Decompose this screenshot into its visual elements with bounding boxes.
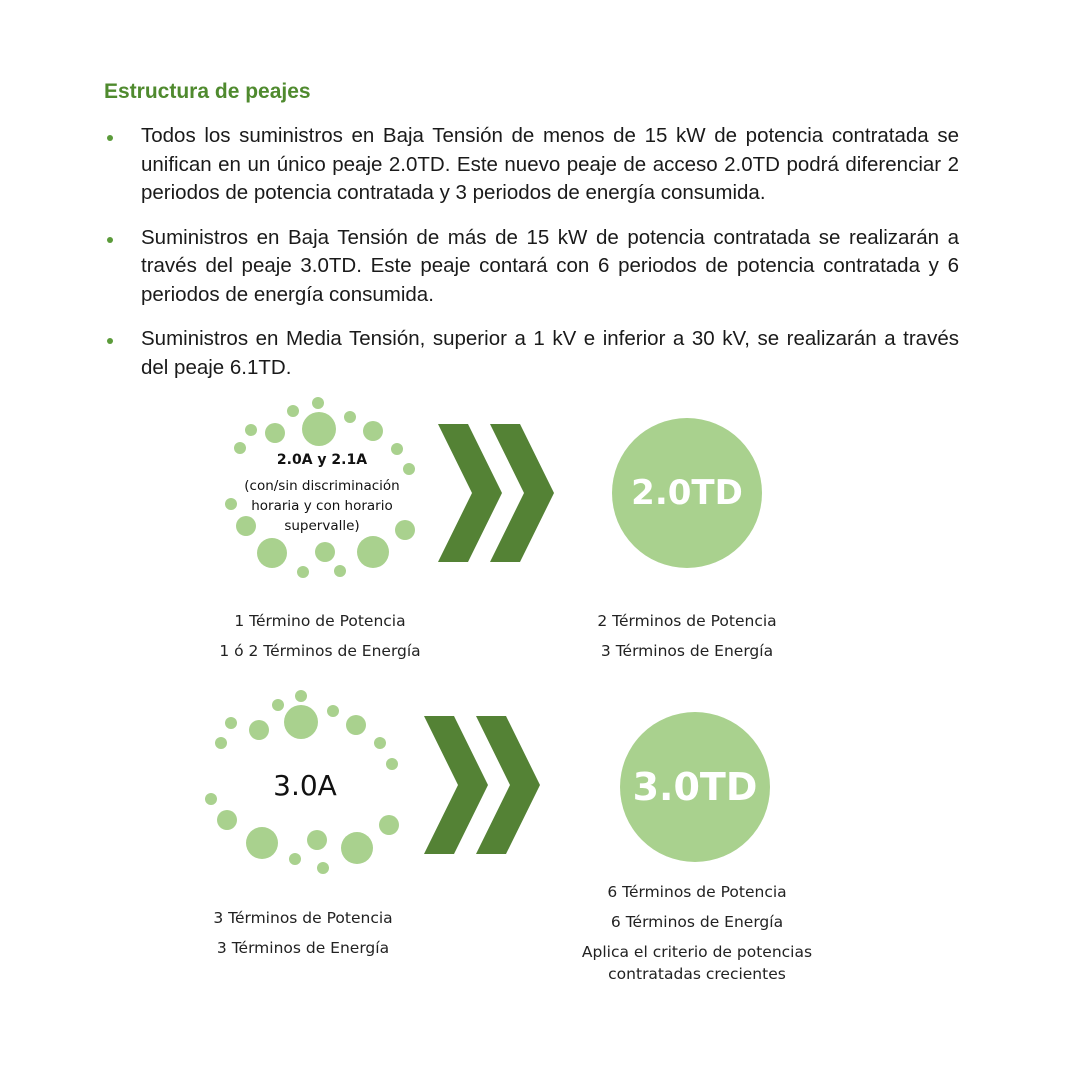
bubble-decoration bbox=[327, 705, 339, 717]
bullet-list bbox=[104, 122, 959, 398]
double-chevron-right-icon bbox=[438, 424, 558, 562]
bubble-decoration bbox=[225, 717, 237, 729]
bubble-decoration bbox=[315, 542, 335, 562]
bubble-decoration bbox=[249, 720, 269, 740]
bubble-decoration bbox=[341, 832, 373, 864]
bubble-decoration bbox=[246, 827, 278, 859]
caption-line: 3 Términos de Energía bbox=[600, 642, 774, 660]
bullet-text: Suministros en Baja Tensión de más de 15 kW de potencia contratada se realizarán a través del peaje 3.0TD. Este peaje contará con 6 periodos de potencia contratada y 6 periodos de energía consumida. bbox=[141, 225, 959, 306]
bubble-decoration bbox=[257, 538, 287, 568]
caption-line: 3 Términos de Potencia bbox=[213, 909, 393, 927]
bubble-decoration bbox=[284, 705, 318, 739]
new-tariff-caption-1 bbox=[537, 606, 837, 666]
bubble-decoration bbox=[272, 699, 284, 711]
old-tariff-caption-2 bbox=[153, 903, 453, 963]
new-tariff-caption-2 bbox=[547, 877, 847, 985]
bubble-decoration bbox=[374, 737, 386, 749]
bubble-decoration bbox=[386, 758, 398, 770]
caption-line: 1 ó 2 Términos de Energía bbox=[219, 642, 421, 660]
bubble-decoration bbox=[265, 423, 285, 443]
caption-line: 3 Términos de Energía bbox=[216, 939, 390, 957]
old-tariff-label-2: 3.0A bbox=[273, 769, 337, 802]
bubble-decoration bbox=[205, 793, 217, 805]
bubble-decoration bbox=[344, 411, 356, 423]
bullet-item bbox=[104, 325, 959, 382]
bubble-decoration bbox=[307, 830, 327, 850]
bubble-decoration bbox=[346, 715, 366, 735]
bubble-decoration bbox=[302, 412, 336, 446]
bullet-dot-icon bbox=[107, 135, 113, 141]
caption-line: 1 Término de Potencia bbox=[234, 612, 406, 630]
double-chevron-right-icon bbox=[424, 716, 544, 854]
bubble-decoration bbox=[245, 424, 257, 436]
new-tariff-circle-1 bbox=[612, 418, 762, 568]
old-tariff-sub-line: (con/sin discriminación bbox=[244, 478, 400, 494]
old-tariff-caption-1 bbox=[170, 606, 470, 666]
bubble-decoration bbox=[215, 737, 227, 749]
caption-line: 2 Términos de Potencia bbox=[597, 612, 777, 630]
bullet-dot-icon bbox=[107, 237, 113, 243]
new-tariff-label: 2.0TD bbox=[631, 473, 743, 513]
old-tariff-label-1 bbox=[222, 450, 422, 536]
bullet-item bbox=[104, 224, 959, 310]
bubble-decoration bbox=[217, 810, 237, 830]
bubble-decoration bbox=[289, 853, 301, 865]
bullet-item bbox=[104, 122, 959, 208]
bubble-decoration bbox=[312, 397, 324, 409]
new-tariff-circle-2 bbox=[620, 712, 770, 862]
bubble-decoration bbox=[357, 536, 389, 568]
bullet-text: Todos los suministros en Baja Tensión de menos de 15 kW de potencia contratada se unifican en un único peaje 2.0TD. Este nuevo peaje de acceso 2.0TD podrá diferenciar 2 periodos de potencia contratada y 3 periodos de energía consumida. bbox=[141, 124, 959, 204]
bubble-decoration bbox=[363, 421, 383, 441]
bubble-decoration bbox=[334, 565, 346, 577]
section-title: Estructura de peajes bbox=[104, 80, 311, 103]
caption-line: 6 Términos de Energía bbox=[610, 913, 784, 931]
caption-line: contratadas crecientes bbox=[608, 965, 786, 983]
old-tariff-sub-line: horaria y con horario bbox=[251, 498, 393, 514]
bubble-decoration bbox=[297, 566, 309, 578]
bubble-decoration bbox=[317, 862, 329, 874]
bubble-decoration bbox=[295, 690, 307, 702]
caption-line: 6 Términos de Potencia bbox=[607, 883, 787, 901]
old-tariff-heading: 2.0A y 2.1A bbox=[276, 452, 368, 468]
caption-line: Aplica el criterio de potencias bbox=[581, 943, 813, 961]
bubble-decoration bbox=[287, 405, 299, 417]
bubble-decoration bbox=[379, 815, 399, 835]
new-tariff-label: 3.0TD bbox=[632, 765, 758, 809]
bullet-text: Suministros en Media Tensión, superior a 1 kV e inferior a 30 kV, se realizarán a través del peaje 6.1TD. bbox=[141, 327, 959, 379]
old-tariff-sub-line: supervalle) bbox=[284, 518, 360, 534]
bullet-dot-icon bbox=[107, 338, 113, 344]
